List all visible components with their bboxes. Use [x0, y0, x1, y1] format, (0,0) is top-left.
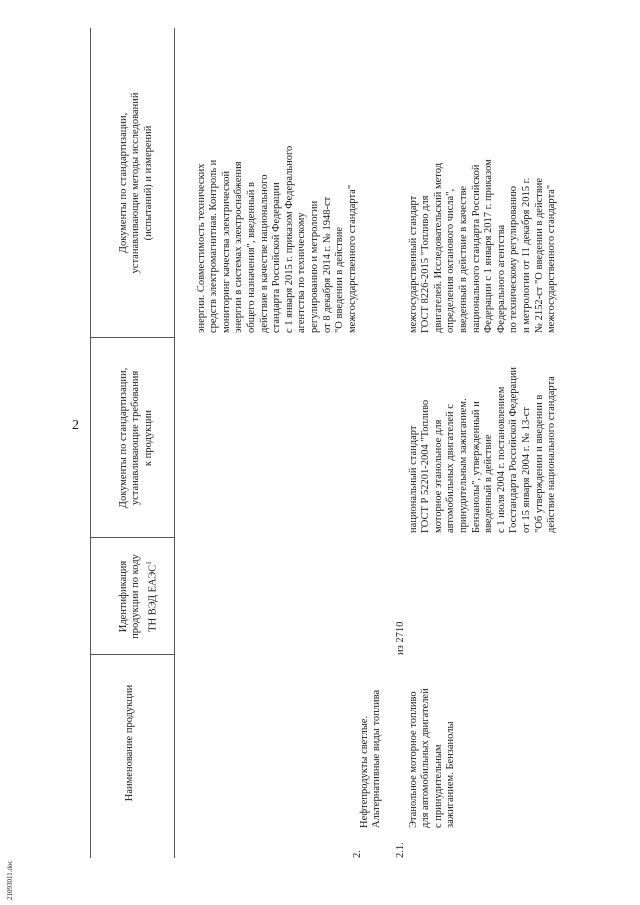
row-number — [395, 830, 408, 858]
row-requirement-docs-text: национальный стандарт ГОСТ Р 52201-2004 "Топливо моторное этанольное для автомобильных двигателей с принудительным зажиганием. Бензанолы", утвержденный и введенный в действие с 1 июля 2004 г. постановлением Госстандарта Российской Федерации от 15 января 2004 г. № 13-ст "Об утверждении и введении в действие национального стандарта — [407, 366, 558, 533]
table-header-rule — [174, 28, 175, 858]
header-product-name — [124, 658, 137, 828]
row-tnved-code — [395, 540, 408, 655]
row-method-docs-text: межгосударственный стандарт ГОСТ 8226-2015 "Топливо для двигателей. Исследовательский метод определения октанового числа", введенный в действие в качестве национального стандарта Российской Федерации с 1 января 2017 г. приказом Федерального агентства по техническому регулированию и метрологии от 11 декабря 2015 г. № 2152-ст "О введении в действие межгосударственного стандарта" — [407, 159, 558, 333]
table-top-rule — [90, 28, 91, 858]
header-product-name-text: Наименование продукции — [124, 684, 135, 802]
rotated-table — [85, 28, 630, 858]
header-tnved-code — [105, 538, 160, 655]
header-method-docs — [105, 28, 155, 338]
row-product-name — [395, 653, 458, 828]
header-tnved-code-text: Идентификация продукции по коду ТН ВЭД ЕАЭС — [117, 554, 159, 639]
header-method-docs-text: Документы по стандартизации, устанавливающие методы исследований (испытаний) и измерений — [117, 92, 154, 274]
row-number — [352, 830, 365, 858]
row-method-docs — [395, 28, 559, 333]
row-number-text: 2.1. — [395, 842, 406, 858]
row-requirement-docs — [395, 333, 559, 533]
carryover-method-text-content: энергии. Совместимость технических средств электромагнитная. Контроль и мониторинг качества электрической энергии в системах электроснабжения общего назначения", введенный в действие в качестве национального стандарта Российской Федерации с 1 января 2015 г. приказом Федерального агентства по техническому регулированию и метрологии от 8 декабря 2014 г. № 1948-ст "О введении в действие межгосударственного стандарта" — [195, 145, 358, 333]
header-requirement-docs-text: Документы по стандартизации, устанавливающие требования к продукции — [117, 367, 154, 509]
carryover-method-text — [183, 28, 359, 333]
footer-file-code — [2, 856, 42, 901]
row-product-name-text: Нефтепродукты светлые. Альтернативные виды топлива — [358, 689, 383, 828]
row-product-name — [346, 653, 384, 828]
row-tnved-code-text: из 2710 — [395, 621, 406, 655]
row-product-name-text: Этанольное моторное топливо для автомобильных двигателей с принудительным зажиганием. Бензанолы — [407, 688, 457, 828]
footer-file-code-text: 21093011.doc — [6, 860, 14, 900]
header-footnote-mark: 1 — [144, 561, 153, 565]
page-number: 2 — [72, 418, 79, 433]
row-number-text: 2. — [352, 850, 363, 858]
header-requirement-docs — [105, 338, 155, 538]
